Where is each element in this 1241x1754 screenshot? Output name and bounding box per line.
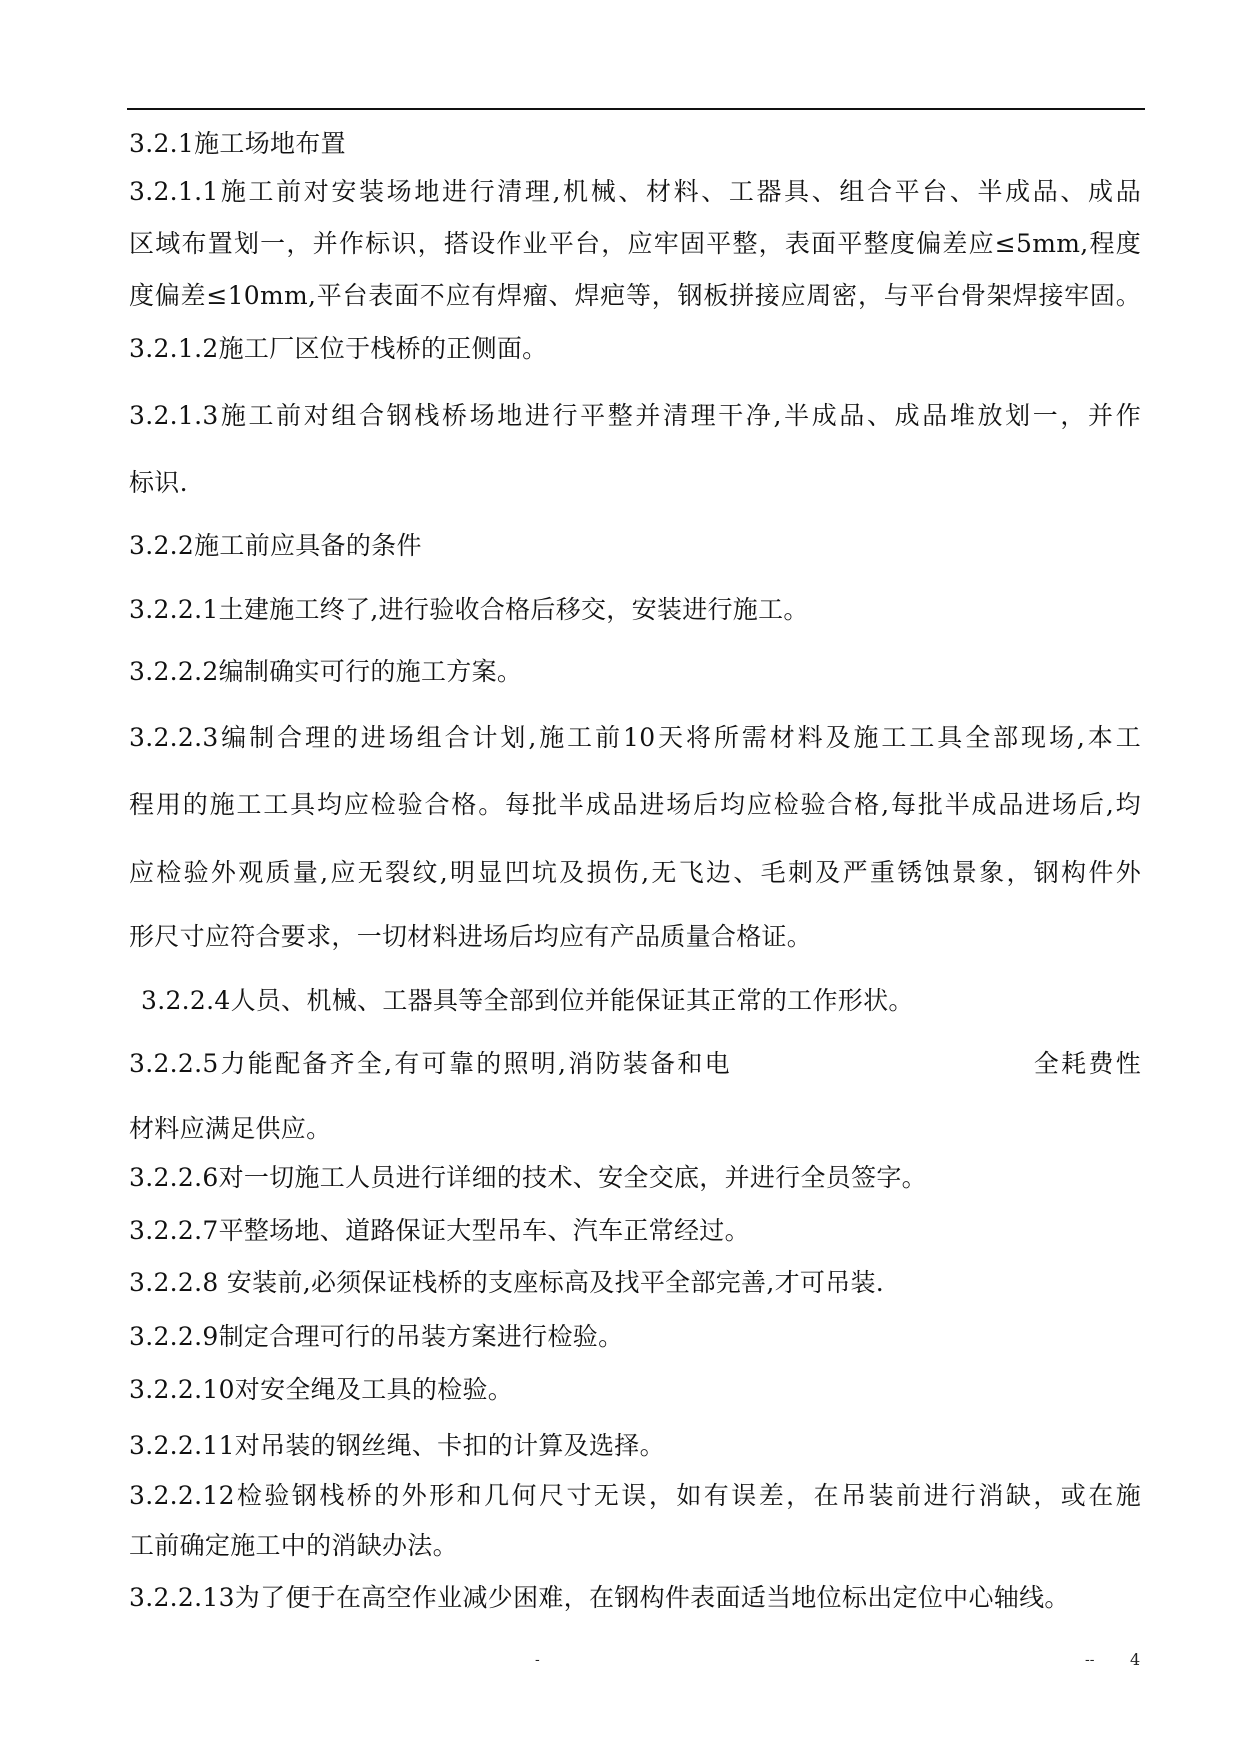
paragraph-line: 程用的施工工具均应检验合格。每批半成品进场后均应检验合格,每批半成品进场后,均	[129, 790, 1141, 819]
paragraph-line: 3.2.2.4人员、机械、工器具等全部到位并能保证其正常的工作形状。	[141, 986, 914, 1015]
split-line-left: 3.2.2.5力能配备齐全,有可靠的照明,消防装备和电	[129, 1049, 732, 1078]
paragraph-line: 3.2.1.2施工厂区位于栈桥的正侧面。	[129, 334, 548, 363]
footer-left-mark: -	[535, 1652, 540, 1668]
paragraph-line: 工前确定施工中的消缺办法。	[129, 1531, 458, 1560]
split-line-right: 全耗费性	[1031, 1049, 1141, 1078]
paragraph-line: 3.2.2.12检验钢栈桥的外形和几何尺寸无误，如有误差，在吊装前进行消缺，或在施	[129, 1481, 1141, 1510]
paragraph-line: 3.2.2.2编制确实可行的施工方案。	[129, 657, 523, 686]
paragraph-line: 3.2.2.6对一切施工人员进行详细的技术、安全交底，并进行全员签字。	[129, 1163, 927, 1192]
header-rule	[127, 108, 1145, 110]
paragraph-line: 应检验外观质量,应无裂纹,明显凹坑及损伤,无飞边、毛刺及严重锈蚀景象，钢构件外	[129, 858, 1141, 887]
page-number: 4	[1130, 1650, 1141, 1669]
heading-3-2-2: 3.2.2施工前应具备的条件	[129, 531, 422, 560]
paragraph-line: 3.2.2.3编制合理的进场组合计划,施工前10天将所需材料及施工工具全部现场,本工	[129, 723, 1141, 752]
footer-right-mark: --	[1085, 1652, 1095, 1668]
paragraph-line: 3.2.2.1土建施工终了,进行验收合格后移交，安装进行施工。	[129, 595, 809, 624]
heading-3-2-1: 3.2.1施工场地布置	[129, 129, 346, 158]
paragraph-line: 区域布置划一，并作标识，搭设作业平台，应牢固平整，表面平整度偏差应≤5mm,程度	[129, 229, 1141, 258]
paragraph-line: 度偏差≤10mm,平台表面不应有焊瘤、焊疤等，钢板拼接应周密，与平台骨架焊接牢固。	[129, 281, 1141, 310]
paragraph-line: 标识.	[129, 468, 188, 497]
paragraph-line: 3.2.2.7平整场地、道路保证大型吊车、汽车正常经过。	[129, 1216, 750, 1245]
paragraph-line: 3.2.1.3施工前对组合钢栈桥场地进行平整并清理干净,半成品、成品堆放划一，并作	[129, 401, 1141, 430]
paragraph-line: 3.2.2.8 安装前,必须保证栈桥的支座标高及找平全部完善,才可吊装.	[129, 1268, 885, 1297]
paragraph-line: 3.2.2.9制定合理可行的吊装方案进行检验。	[129, 1322, 624, 1351]
split-paragraph-line	[129, 1048, 1141, 1080]
paragraph-line: 3.2.1.1施工前对安装场地进行清理,机械、材料、工器具、组合平台、半成品、成品	[129, 177, 1141, 206]
paragraph-line: 形尺寸应符合要求，一切材料进场后均应有产品质量合格证。	[129, 922, 813, 951]
paragraph-line: 3.2.2.11对吊装的钢丝绳、卡扣的计算及选择。	[129, 1431, 665, 1460]
paragraph-line: 3.2.2.10对安全绳及工具的检验。	[129, 1375, 514, 1404]
paragraph-line: 材料应满足供应。	[129, 1114, 332, 1143]
paragraph-line: 3.2.2.13为了便于在高空作业减少困难，在钢构件表面适当地位标出定位中心轴线。	[129, 1583, 1070, 1612]
